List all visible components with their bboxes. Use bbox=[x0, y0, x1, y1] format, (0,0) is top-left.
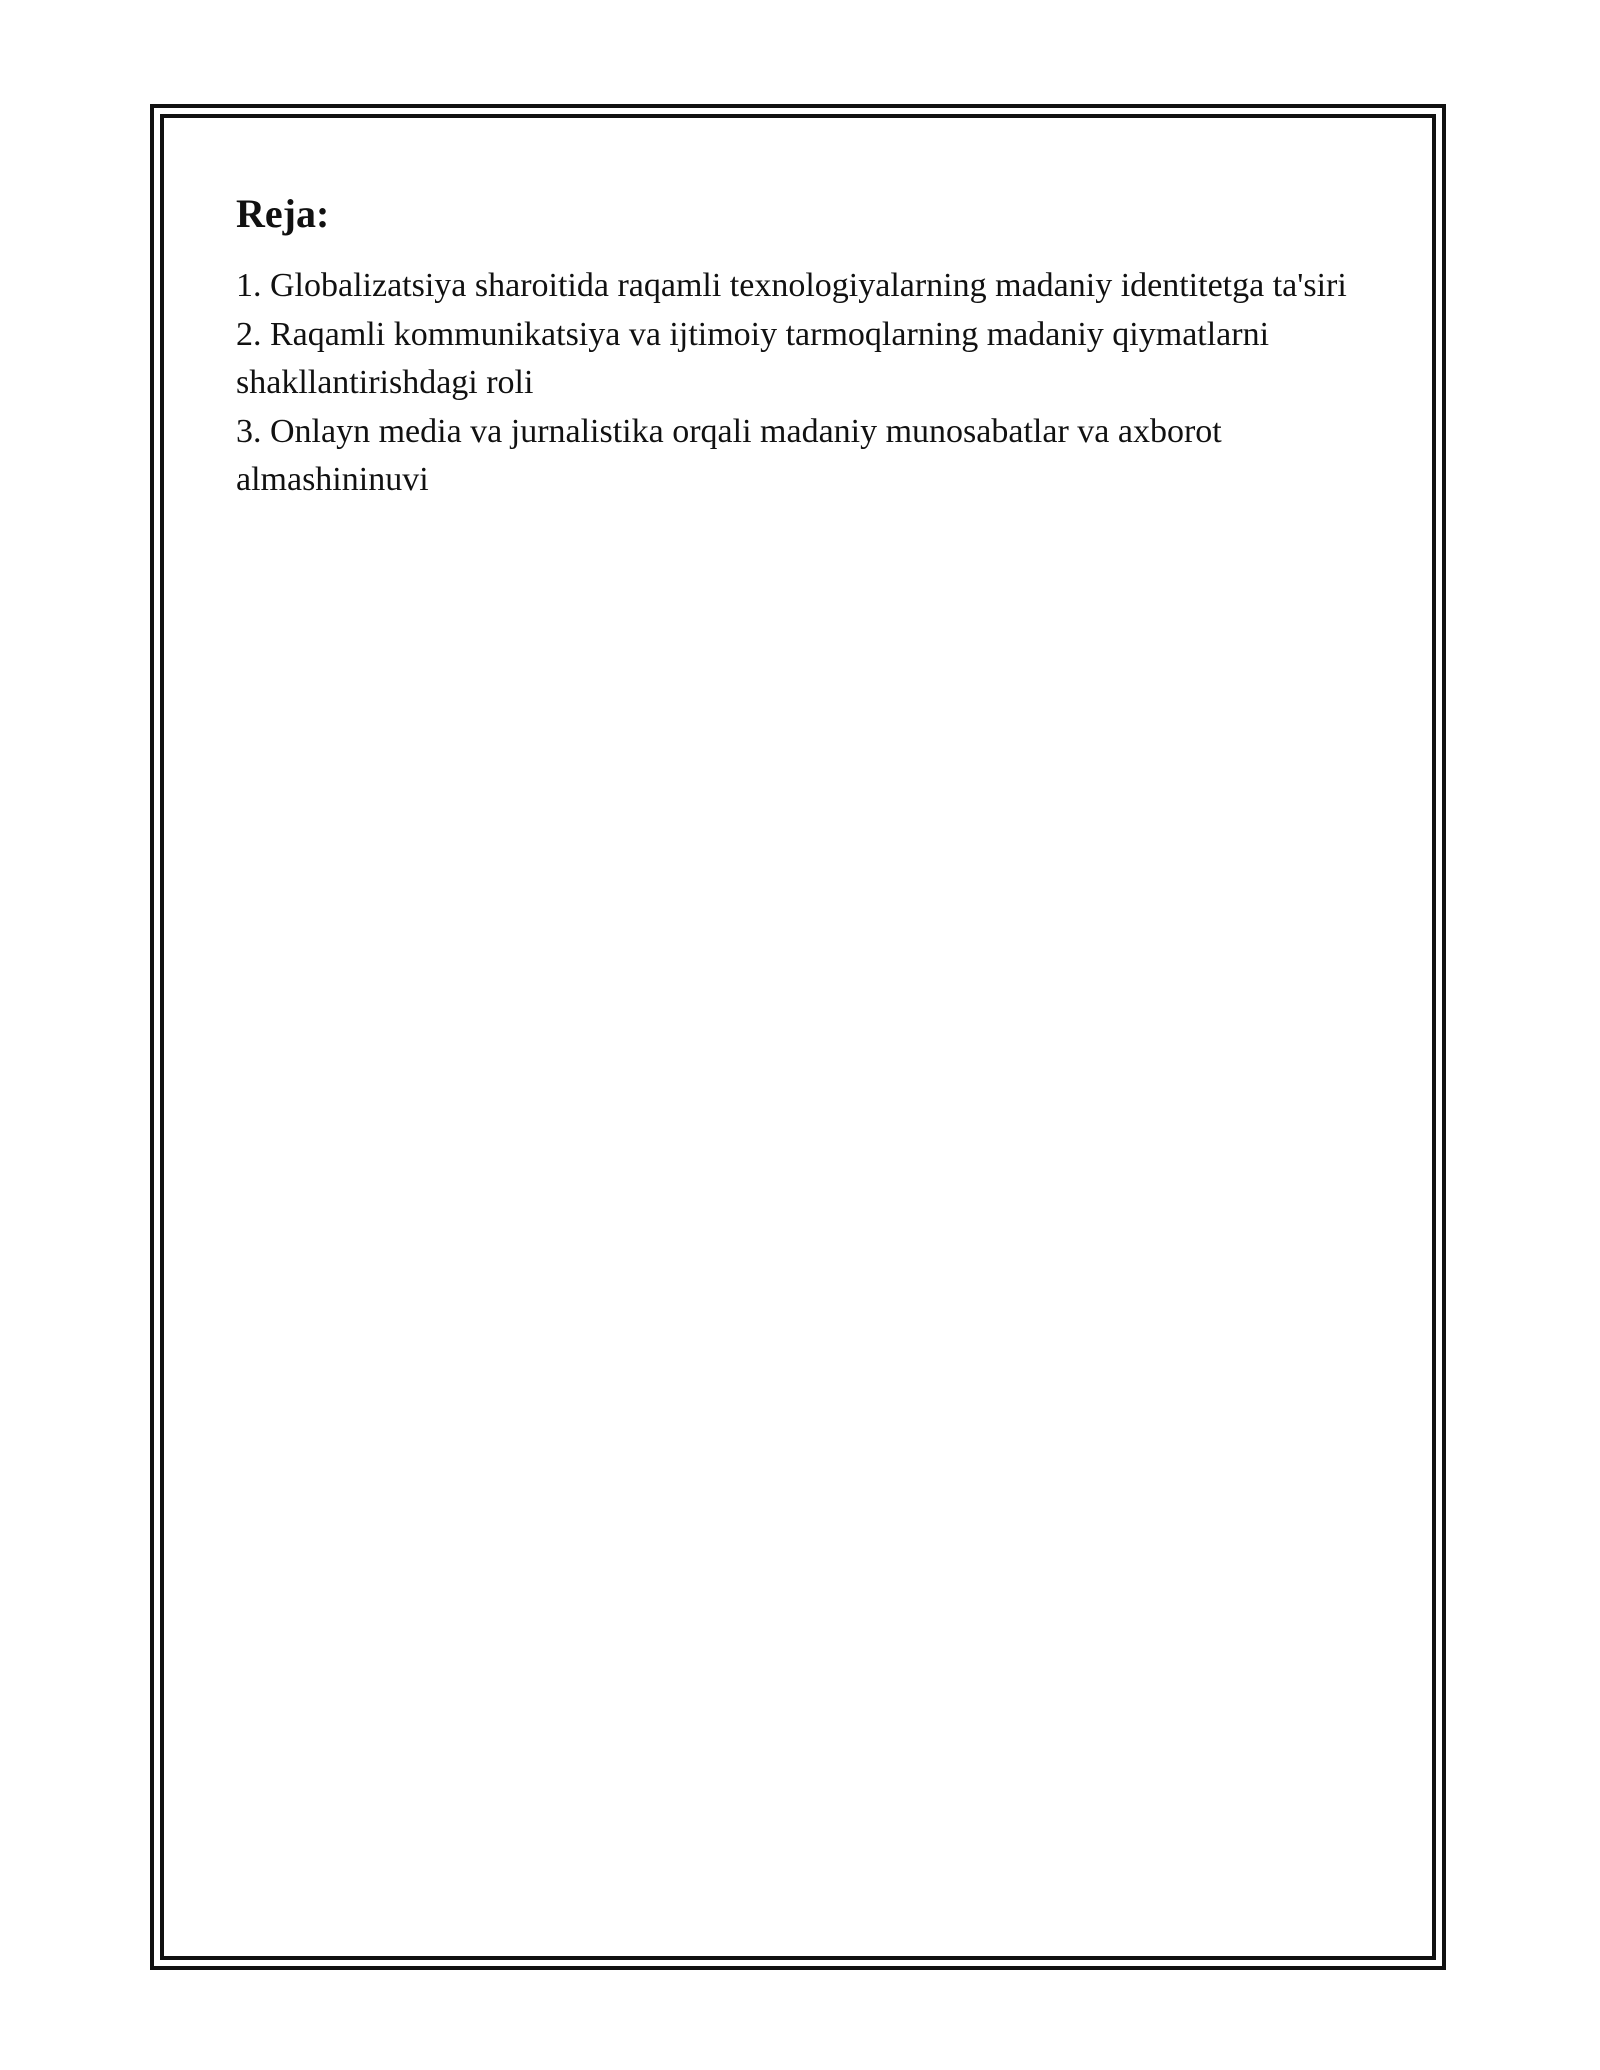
page-content bbox=[236, 186, 1366, 505]
plan-item-1: 1. Globalizatsiya sharoitida raqamli texnologiyalarning madaniy identitetga ta'siri bbox=[236, 267, 1347, 304]
plan-list bbox=[236, 262, 1366, 505]
plan-item-2: 2. Raqamli kommunikatsiya va ijtimoiy tarmoqlarning madaniy qiymatlarni shakllantirishdagi roli bbox=[236, 315, 1270, 401]
plan-item-3: 3. Onlayn media va jurnalistika orqali madaniy munosabatlar va axborot almashininuvi bbox=[236, 412, 1222, 498]
plan-heading: Reja: bbox=[236, 191, 330, 236]
